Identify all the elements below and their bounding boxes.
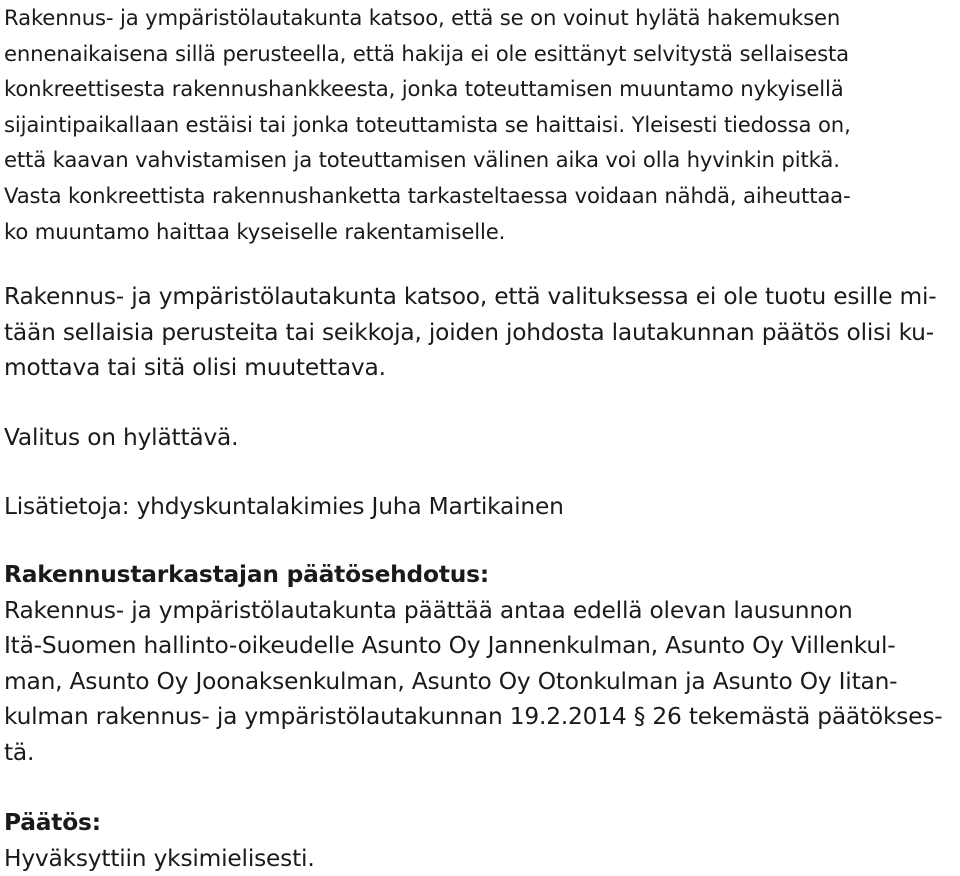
contact-text: Lisätietoja: yhdyskuntalakimies Juha Martikainen (4, 493, 564, 520)
proposal-section (4, 557, 942, 771)
text-line: ennenaikaisena sillä perusteella, että hakija ei ole esittänyt selvitystä sellaisesta (4, 40, 849, 66)
text-line: mottava tai sitä olisi muutettava. (4, 354, 386, 382)
decision-section (4, 805, 315, 876)
text-line: Rakennus- ja ympäristölautakunta päättää antaa edellä olevan lausunnon (4, 596, 853, 624)
text-line: Vasta konkreettista rakennushanketta tarkasteltaessa voidaan nähdä, aiheuttaa- (4, 182, 851, 208)
text-line: tä. (4, 738, 35, 766)
text-line: kulman rakennus- ja ympäristölautakunnan 19.2.2014 § 26 tekemästä päätökses- (4, 703, 943, 731)
conclusion-text: Valitus on hylättävä. (4, 424, 239, 451)
proposal-heading: Rakennustarkastajan päätösehdotus: (4, 561, 489, 588)
paragraph-appeal-assessment (4, 279, 937, 386)
paragraph-reasoning (4, 0, 851, 249)
text-line: man, Asunto Oy Joonaksenkulman, Asunto Oy Otonkulman ja Asunto Oy Iitan- (4, 667, 898, 695)
decision-text: Hyväksyttiin yksimielisesti. (4, 844, 315, 872)
text-line: Rakennus- ja ympäristölautakunta katsoo, että se on voinut hylätä hakemuksen (4, 5, 841, 30)
text-line: tään sellaisia perusteita tai seikkoja, joiden johdosta lautakunnan päätös olisi ku- (4, 318, 934, 346)
text-line: Itä-Suomen hallinto-oikeudelle Asunto Oy Jannenkulman, Asunto Oy Villenkul- (4, 632, 896, 660)
text-line: että kaavan vahvistamisen ja toteuttamisen välinen aika voi olla hyvinkin pitkä. (4, 147, 840, 173)
text-line: konkreettisesta rakennushankkeesta, jonka toteuttamisen muuntamo nykyisellä (4, 76, 844, 102)
text-line: ko muuntamo haittaa kyseiselle rakentamiselle. (4, 218, 506, 244)
decision-heading: Päätös: (4, 809, 101, 836)
paragraph-conclusion (4, 420, 238, 456)
text-line: Rakennus- ja ympäristölautakunta katsoo, että valituksessa ei ole tuotu esille mi- (4, 283, 937, 310)
text-line: sijaintipaikallaan estäisi tai jonka toteuttamista se haittaisi. Yleisesti tiedossa on, (4, 111, 851, 137)
paragraph-contact-info (4, 489, 564, 525)
